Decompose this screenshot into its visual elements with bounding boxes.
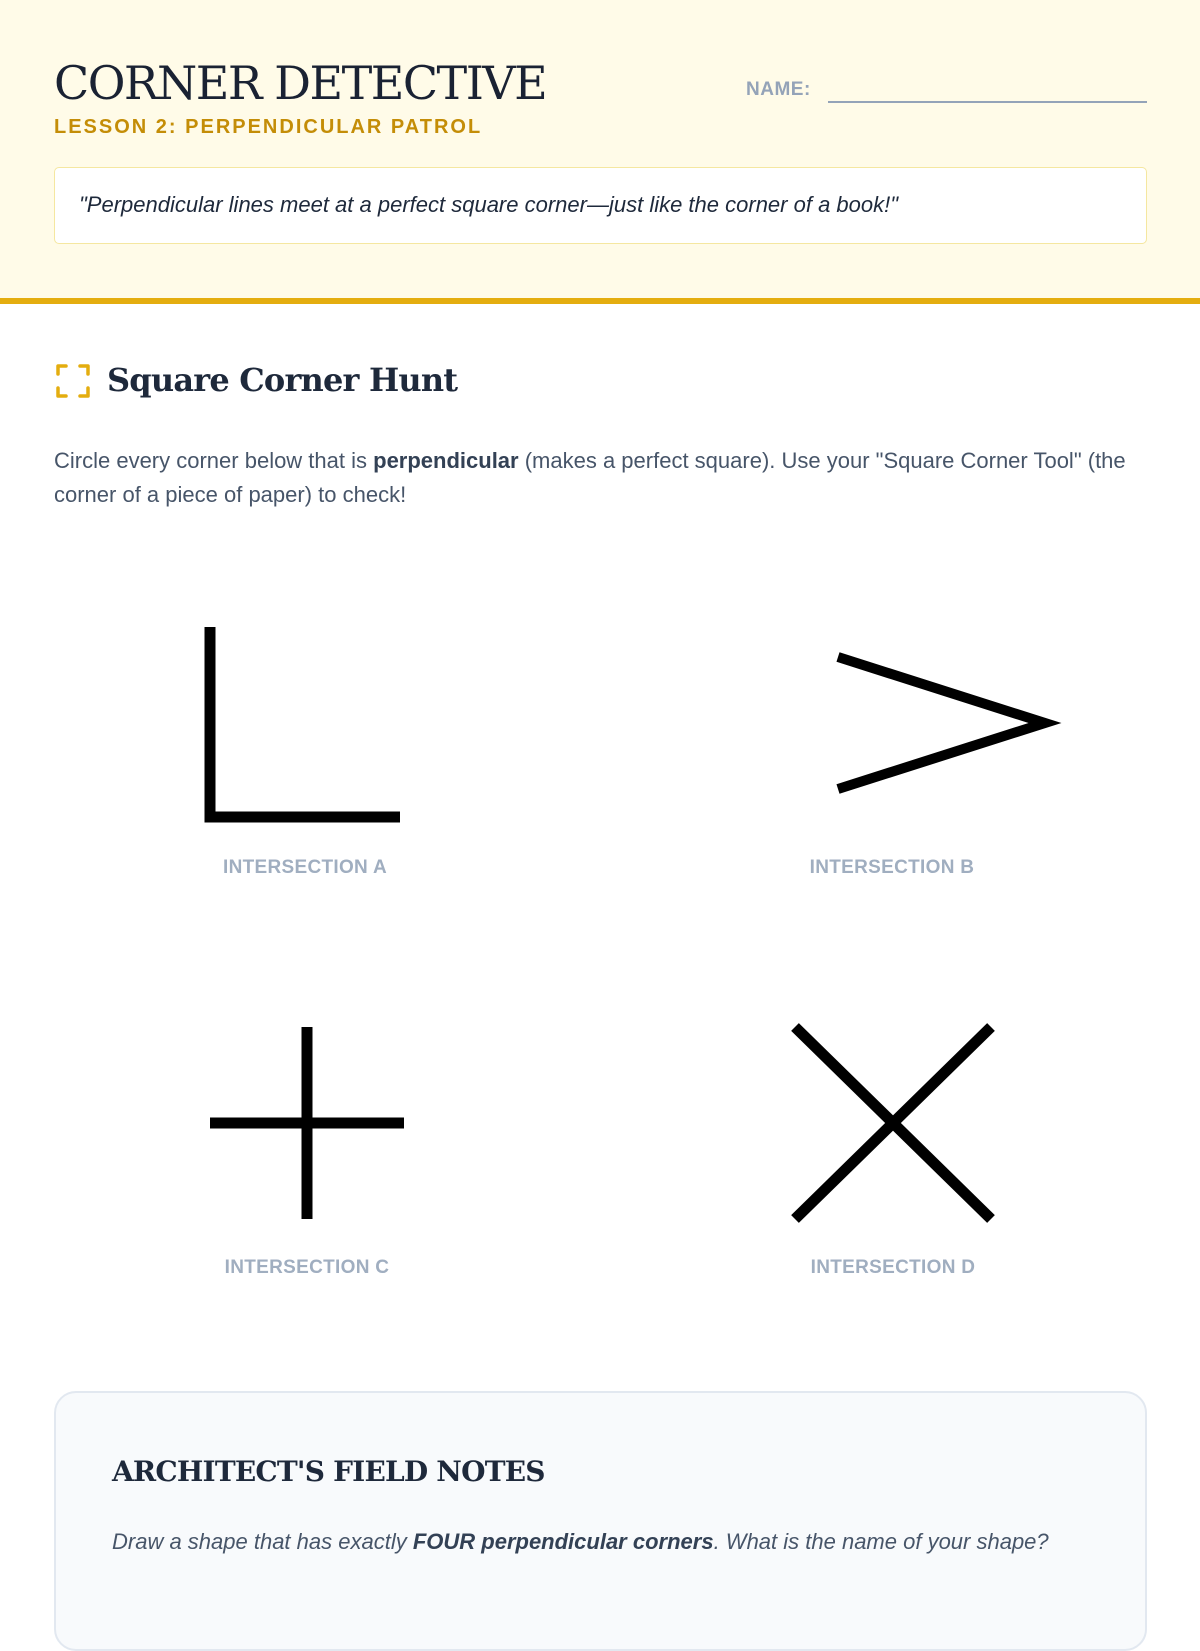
intersection-label: INTERSECTION C: [224, 1257, 390, 1278]
x-cross-figure: [798, 1027, 988, 1227]
intersection-c[interactable]: [157, 1027, 457, 1317]
quote-text: "Perpendicular lines meet at a perfect square corner—just like the corner of a book!": [79, 192, 899, 217]
intersection-a[interactable]: [155, 627, 455, 917]
field-notes-title: ARCHITECT'S FIELD NOTES: [112, 1455, 545, 1488]
name-write-line[interactable]: [828, 101, 1147, 103]
intersection-label: INTERSECTION B: [809, 857, 975, 878]
square-corner-bracket-icon: [56, 364, 90, 398]
field-notes-prompt: [112, 1525, 1092, 1559]
intersection-d[interactable]: [743, 1027, 1043, 1317]
instructions-part: Circle every corner below that is: [54, 448, 374, 473]
field-notes-card: [54, 1391, 1147, 1651]
intersection-b[interactable]: [742, 627, 1042, 917]
acute-angle-figure: [797, 627, 987, 827]
worksheet-header: [0, 0, 1200, 304]
prompt-part: . What is the name of your shape?: [713, 1529, 1049, 1554]
instructions-emphasis: perpendicular: [373, 448, 519, 473]
l-shape-corner-figure: [210, 627, 400, 827]
section-title: Square Corner Hunt: [107, 361, 458, 399]
quote-box: [54, 167, 1147, 244]
instructions-text: [54, 444, 1154, 512]
prompt-part: Draw a shape that has exactly: [112, 1529, 413, 1554]
name-label: NAME:: [746, 79, 811, 100]
instructions-part: (makes a perfect square). Use your "Square Corner Tool" (the corner of a piece of paper) to check!: [54, 448, 1126, 507]
page-title: CORNER DETECTIVE: [54, 56, 547, 110]
prompt-emphasis: FOUR perpendicular corners: [412, 1529, 714, 1554]
plus-cross-figure: [212, 1027, 402, 1227]
lesson-subtitle: LESSON 2: PERPENDICULAR PATROL: [54, 116, 483, 138]
intersection-label: INTERSECTION D: [810, 1257, 976, 1278]
intersection-label: INTERSECTION A: [223, 857, 387, 878]
